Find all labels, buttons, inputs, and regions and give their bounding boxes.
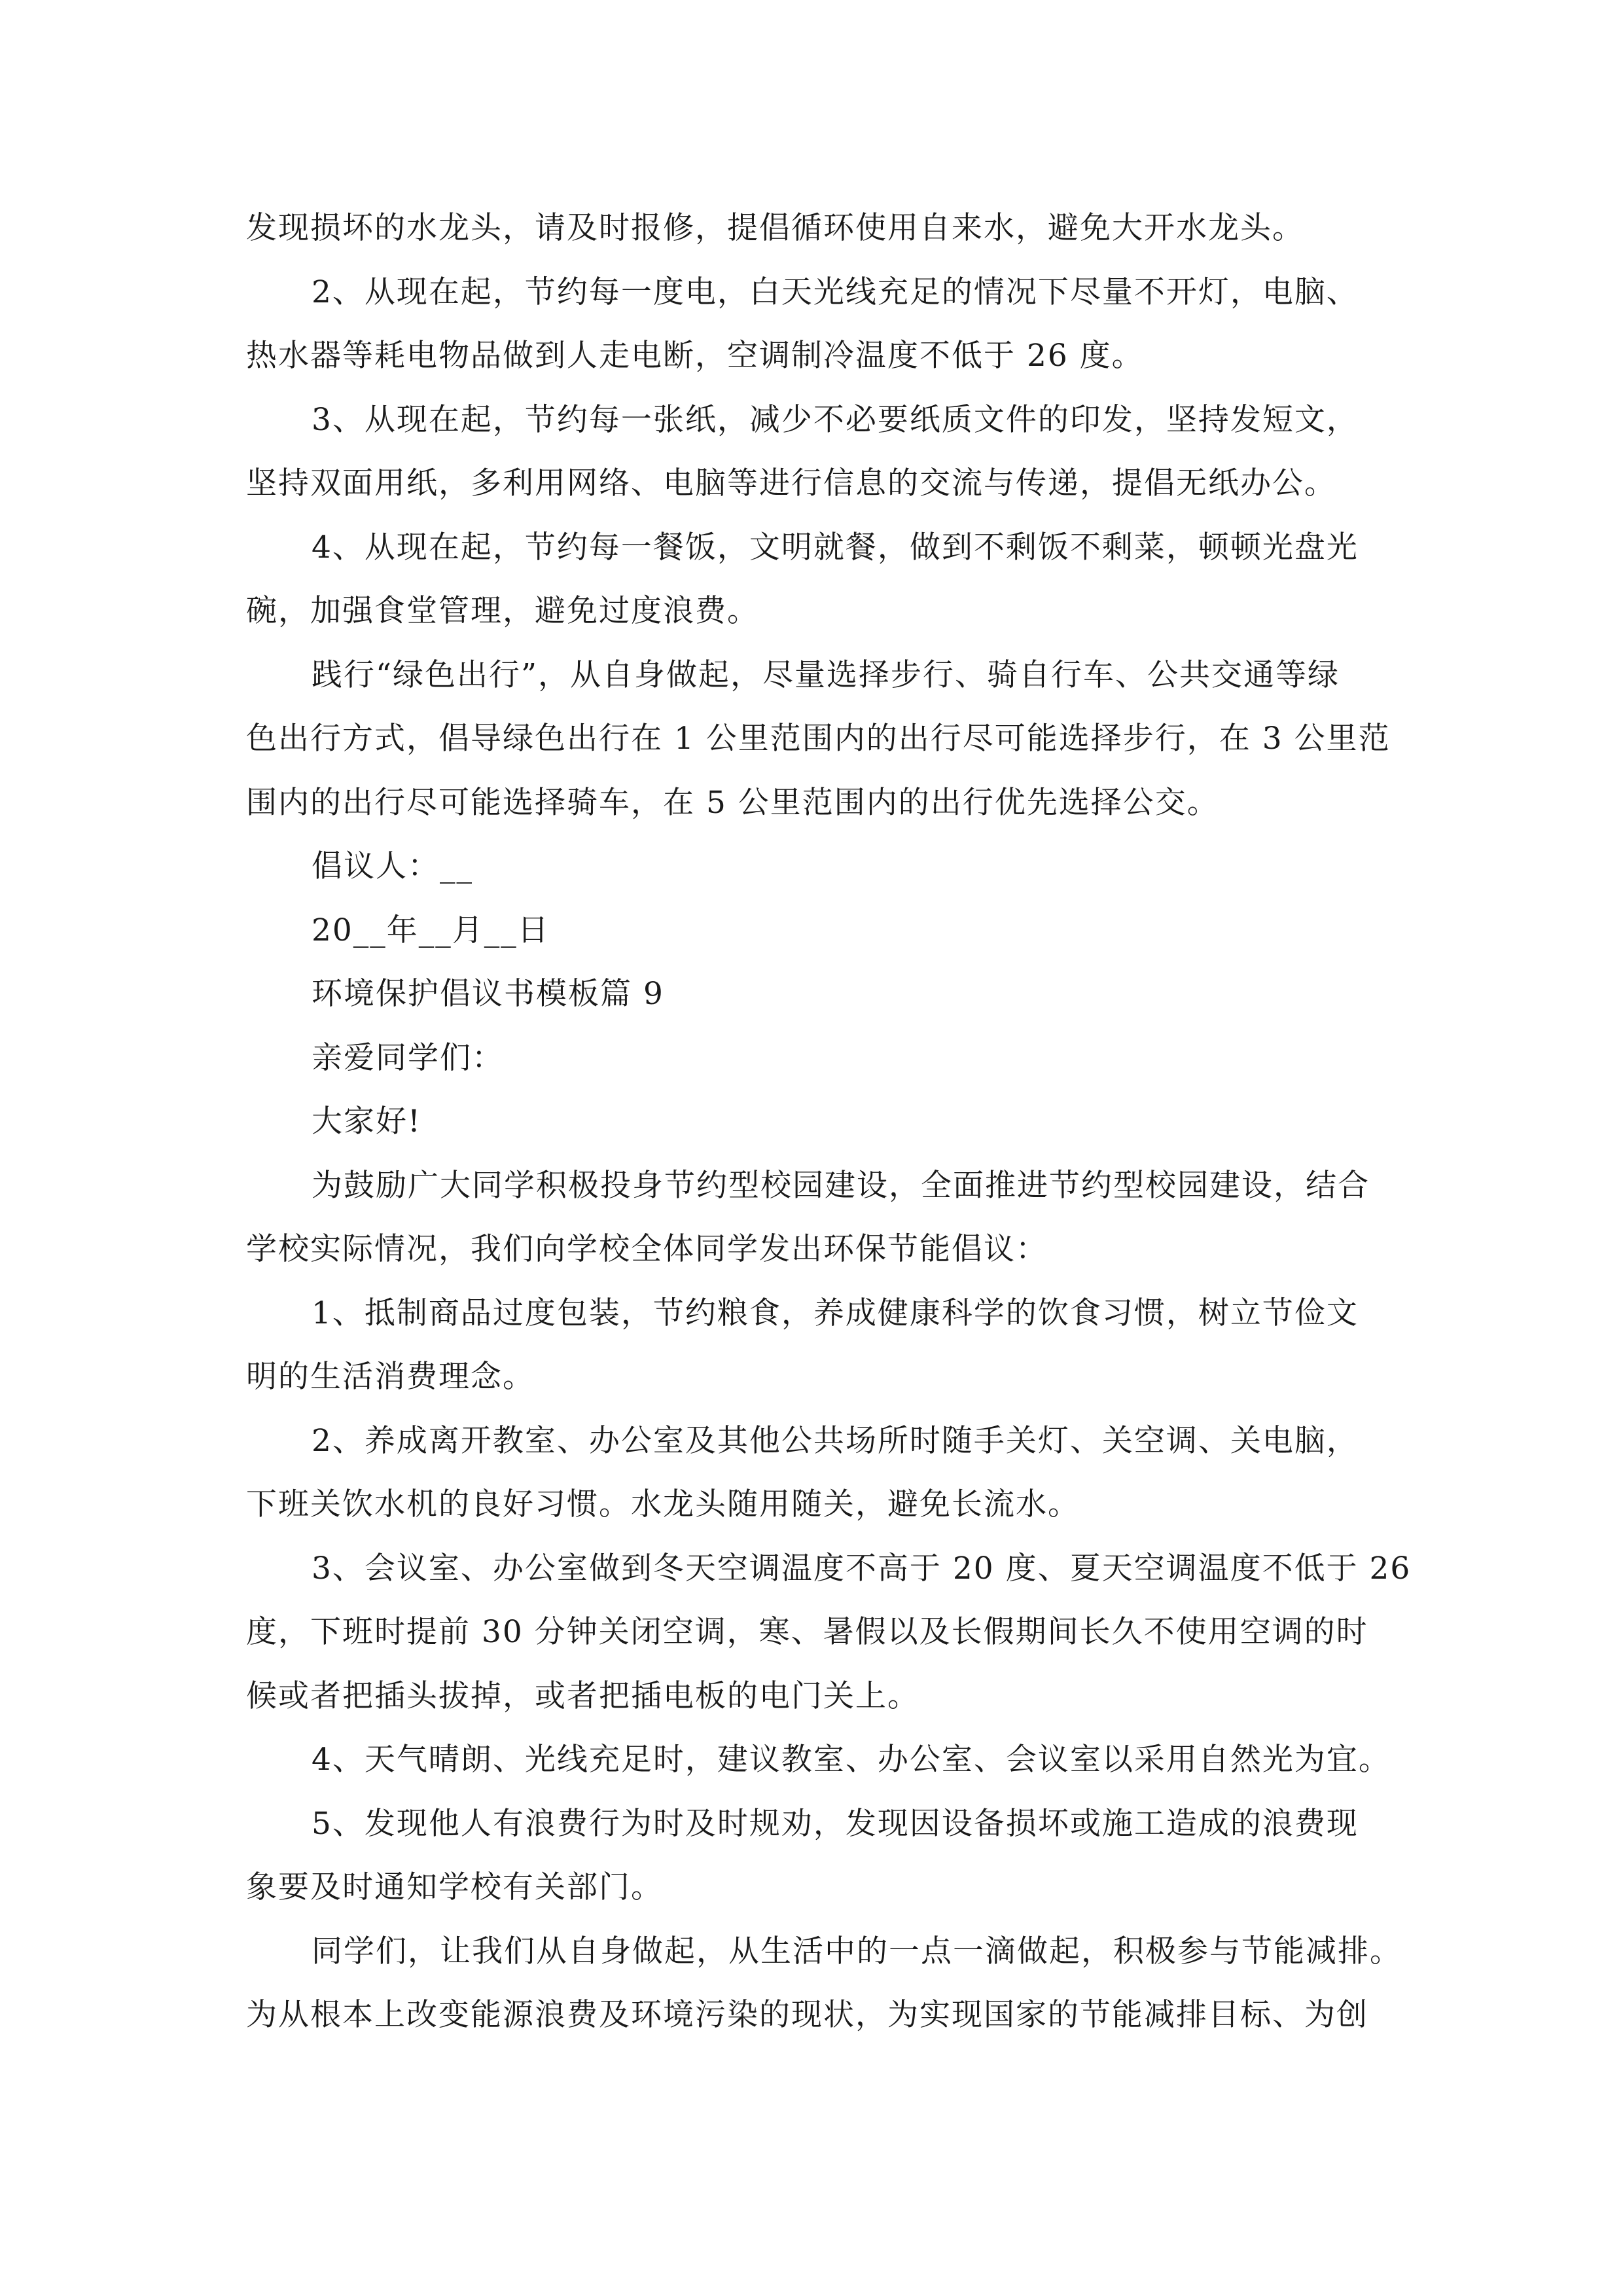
text-line: 为从根本上改变能源浪费及环境污染的现状，为实现国家的节能减排目标、为创 xyxy=(246,1997,1368,2033)
section-title: 环境保护倡议书模板篇 9 xyxy=(312,976,664,1012)
text-line: 同学们，让我们从自身做起，从生活中的一点一滴做起，积极参与节能减排。 xyxy=(312,1933,1402,1969)
text-line: 2、养成离开教室、办公室及其他公共场所时随手关灯、关空调、关电脑， xyxy=(312,1422,1359,1459)
text-line: 践行“绿色出行”，从自身做起，尽量选择步行、骑自行车、公共交通等绿 xyxy=(312,656,1340,693)
text-line: 4、天气晴朗、光线充足时，建议教室、办公室、会议室以采用自然光为宜。 xyxy=(312,1742,1391,1778)
text-line: 度，下班时提前 30 分钟关闭空调，寒、暑假以及长假期间长久不使用空调的时 xyxy=(246,1614,1368,1650)
text-line: 发现损坏的水龙头，请及时报修，提倡循环使用自来水，避免大开水龙头。 xyxy=(246,210,1304,246)
text-line: 为鼓励广大同学积极投身节约型校园建设，全面推进节约型校园建设，结合 xyxy=(312,1167,1370,1204)
proposer-line: 倡议人：__ xyxy=(312,848,473,884)
text-line: 学校实际情况，我们向学校全体同学发出环保节能倡议： xyxy=(246,1231,1048,1267)
salutation: 亲爱同学们： xyxy=(312,1039,504,1076)
text-line: 碗，加强食堂管理，避免过度浪费。 xyxy=(246,593,759,629)
text-line: 候或者把插头拔掉，或者把插电板的电门关上。 xyxy=(246,1677,919,1714)
text-line: 明的生活消费理念。 xyxy=(246,1359,535,1395)
document-body xyxy=(246,196,1412,2047)
text-line: 围内的出行尽可能选择骑车，在 5 公里范围内的出行优先选择公交。 xyxy=(246,784,1219,821)
text-line: 象要及时通知学校有关部门。 xyxy=(246,1869,663,1905)
text-line: 色出行方式，倡导绿色出行在 1 公里范围内的出行尽可能选择步行，在 3 公里范 xyxy=(246,721,1391,757)
text-line: 下班关饮水机的良好习惯。水龙头随用随关，避免长流水。 xyxy=(246,1486,1080,1522)
text-line: 3、从现在起，节约每一张纸，减少不必要纸质文件的印发，坚持发短文， xyxy=(312,401,1359,438)
text-line: 1、抵制商品过度包装，节约粮食，养成健康科学的饮食习惯，树立节俭文 xyxy=(312,1295,1359,1331)
text-line: 3、会议室、办公室做到冬天空调温度不高于 20 度、夏天空调温度不低于 26 xyxy=(312,1550,1412,1587)
greeting: 大家好! xyxy=(312,1103,421,1139)
text-line: 5、发现他人有浪费行为时及时规劝，发现因设备损坏或施工造成的浪费现 xyxy=(312,1805,1359,1842)
date-line: 20__年__月__日 xyxy=(312,912,550,948)
text-line: 坚持双面用纸，多利用网络、电脑等进行信息的交流与传递，提倡无纸办公。 xyxy=(246,465,1336,501)
text-line: 热水器等耗电物品做到人走电断，空调制冷温度不低于 26 度。 xyxy=(246,338,1144,374)
text-line: 4、从现在起，节约每一餐饭，文明就餐，做到不剩饭不剩菜，顿顿光盘光 xyxy=(312,529,1359,565)
text-line: 2、从现在起，节约每一度电，白天光线充足的情况下尽量不开灯，电脑、 xyxy=(312,274,1359,310)
